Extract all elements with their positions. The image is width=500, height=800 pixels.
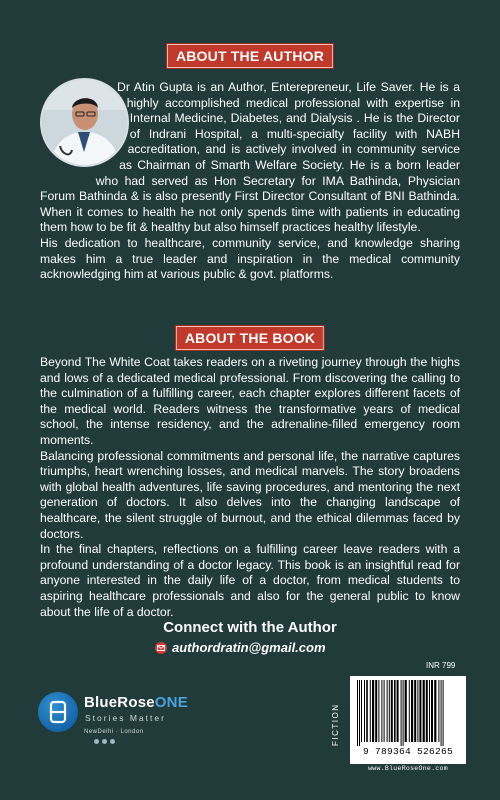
book-paragraph: In the final chapters, reflections on a fulfilling career leave readers with a profound understanding of a doctor legacy. This book is an insightful read for anyone interested in the daily life of a doctor, from medical students to aspiring healthcare professionals and also for the general public to know about the life of a doctor. — [40, 542, 460, 619]
book-paragraph: Balancing professional commitments and personal life, the narrative captures triumphs, heart wrenching losses, and medical marvels. The story broadens with global health adventures, life saving procedures, and mentoring the next generation of doctors. It also delves into the changing landscape of healthcare, the silent struggle of burnout, and the ethical dilemmas faced by doctors. — [40, 448, 460, 541]
publisher-tagline: Stories Matter — [85, 713, 166, 723]
author-email-link[interactable]: authordratin@gmail.com — [172, 640, 326, 655]
about-book-text — [40, 355, 460, 620]
barcode-bars — [355, 680, 461, 746]
author-paragraph: Dr Atin Gupta is an Author, Enterepreneur, Life Saver. He is a highly accomplished medical professional with expertise in Internal Medicine, Diabetes, and Dialysis . He is the Director of Indrani Hospital, a multi-specialty facility with NABH accreditation, and is actively involved in community service as Chairman of Smarth Welfare Society. He is a born leader who had served as Hon Secretary for IMA Bathinda, Physician Forum Bathinda & is also presently First Director Consultant of BNI Bathinda. When it comes to health he not only spends time with patients in educating them how to be fit & healthy but also himself practices healthy lifestyle. — [40, 80, 460, 235]
facebook-icon — [102, 739, 107, 744]
instagram-icon — [94, 739, 99, 744]
social-icons — [94, 739, 115, 744]
email-row[interactable] — [155, 640, 326, 655]
isbn-barcode — [350, 676, 466, 764]
publisher-cities: NewDelhi · London — [84, 729, 144, 735]
publisher-website: www.BlueRoseOne.com — [368, 765, 448, 772]
publisher-logo — [38, 688, 198, 758]
genre-label: FICTION — [331, 703, 340, 747]
twitter-icon — [110, 739, 115, 744]
publisher-brand: BlueRoseONE — [84, 694, 188, 711]
book-paragraph: Beyond The White Coat takes readers on a riveting journey through the highs and lows of a dedicated medical professional. From discovering the calling to the culmination of a fulfilling career, each chapter explores different facets of the medical world. Readers witness the transformative years of medical school, the intense residency, and the adrenaline-filled emergency room moments. — [40, 355, 460, 447]
email-icon — [155, 642, 167, 654]
bluerose-logo-icon — [38, 692, 78, 732]
about-author-heading: ABOUT THE AUTHOR — [167, 44, 333, 68]
connect-title: Connect with the Author — [163, 619, 337, 636]
about-book-heading: ABOUT THE BOOK — [176, 326, 324, 350]
about-author-text — [40, 80, 460, 316]
author-paragraph: His dedication to healthcare, community service, and knowledge sharing makes him a true leader and inspiration in the medical community acknowledging him at various public & govt. platforms. — [40, 235, 460, 282]
isbn-digits: 9 789364 526265 — [362, 746, 453, 757]
price-label: INR 799 — [426, 661, 456, 670]
